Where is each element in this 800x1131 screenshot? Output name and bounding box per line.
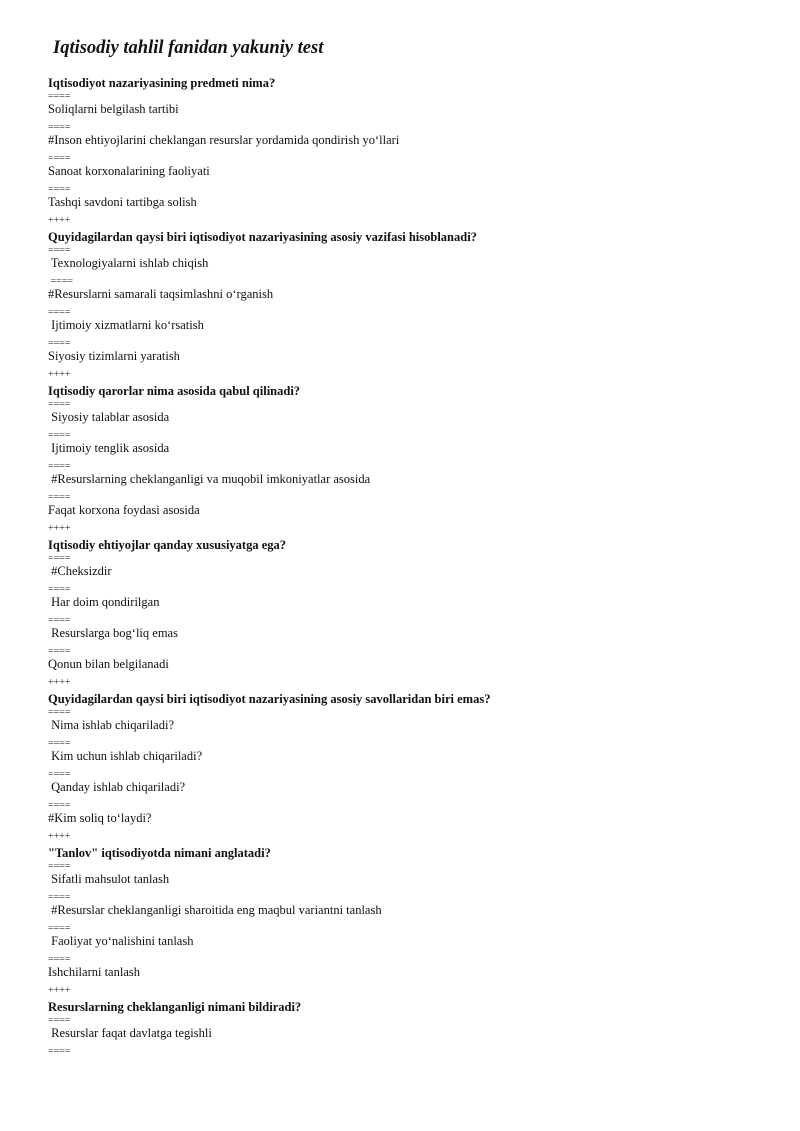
- separator: ====: [48, 492, 71, 503]
- separator: ====: [48, 399, 71, 410]
- answer-option: Nima ishlab chiqariladi?: [48, 718, 175, 732]
- answer-option: Resurslar faqat davlatga tegishli: [48, 1026, 212, 1040]
- separator: ====: [48, 1046, 71, 1057]
- answer-option: Qonun bilan belgilanadi: [48, 657, 169, 671]
- separator: ====: [48, 769, 71, 780]
- answer-option: Siyosiy tizimlarni yaratish: [48, 349, 180, 363]
- separator: ====: [48, 584, 71, 595]
- question-text: Quyidagilardan qaysi biri iqtisodiyot nazariyasining asosiy savollaridan biri emas?: [48, 692, 491, 706]
- answer-option: Qanday ishlab chiqariladi?: [48, 780, 186, 794]
- separator: ====: [48, 430, 71, 441]
- answer-option: Tashqi savdoni tartibga solish: [48, 195, 197, 209]
- separator: ++++: [48, 523, 71, 534]
- document-title: Iqtisodiy tahlil fanidan yakuniy test: [53, 38, 324, 58]
- separator: ====: [48, 861, 71, 872]
- answer-option: Soliqlarni belgilash tartibi: [48, 102, 179, 116]
- question-text: "Tanlov" iqtisodiyotda nimani anglatadi?: [48, 846, 271, 860]
- answer-option: Texnologiyalarni ishlab chiqish: [48, 256, 209, 270]
- separator: ====: [48, 91, 71, 102]
- answer-option: Ijtimoiy tenglik asosida: [48, 441, 170, 455]
- separator: ++++: [48, 369, 71, 380]
- separator: ====: [48, 338, 71, 349]
- separator: ====: [48, 276, 74, 287]
- separator: ====: [48, 245, 71, 256]
- answer-option: #Inson ehtiyojlarini cheklangan resurslar yordamida qondirish yo‘llari: [48, 133, 400, 147]
- question-text: Iqtisodiyot nazariyasining predmeti nima?: [48, 76, 276, 90]
- separator: ====: [48, 307, 71, 318]
- separator: ====: [48, 184, 71, 195]
- separator: ====: [48, 954, 71, 965]
- answer-option: Ijtimoiy xizmatlarni ko‘rsatish: [48, 318, 204, 332]
- separator: ++++: [48, 831, 71, 842]
- answer-option: #Resurslarni samarali taqsimlashni o‘rganish: [48, 287, 274, 301]
- separator: ====: [48, 800, 71, 811]
- question-text: Quyidagilardan qaysi biri iqtisodiyot nazariyasining asosiy vazifasi hisoblanadi?: [48, 230, 477, 244]
- answer-option: Faoliyat yo‘nalishini tanlash: [48, 934, 194, 948]
- answer-option: #Cheksizdir: [48, 564, 112, 578]
- answer-option: Siyosiy talablar asosida: [48, 410, 170, 424]
- separator: ====: [48, 923, 71, 934]
- separator: ====: [48, 892, 71, 903]
- answer-option: Kim uchun ishlab chiqariladi?: [48, 749, 203, 763]
- answer-option: Resurslarga bog‘liq emas: [48, 626, 178, 640]
- answer-option: Sifatli mahsulot tanlash: [48, 872, 170, 886]
- answer-option: Faqat korxona foydasi asosida: [48, 503, 200, 517]
- answer-option: Ishchilarni tanlash: [48, 965, 140, 979]
- separator: ++++: [48, 985, 71, 996]
- separator: ====: [48, 1015, 71, 1026]
- separator: ====: [48, 707, 71, 718]
- answer-option: Har doim qondirilgan: [48, 595, 160, 609]
- separator: ====: [48, 153, 71, 164]
- separator: ====: [48, 553, 71, 564]
- answer-option: Sanoat korxonalarining faoliyati: [48, 164, 210, 178]
- separator: ====: [48, 646, 71, 657]
- separator: ++++: [48, 215, 71, 226]
- answer-option: #Kim soliq to‘laydi?: [48, 811, 152, 825]
- answer-option: #Resurslar cheklanganligi sharoitida eng maqbul variantni tanlash: [48, 903, 382, 917]
- question-text: Iqtisodiy ehtiyojlar qanday xususiyatga ega?: [48, 538, 287, 552]
- separator: ====: [48, 461, 71, 472]
- separator: ++++: [48, 677, 71, 688]
- separator: ====: [48, 615, 71, 626]
- answer-option: #Resurslarning cheklanganligi va muqobil imkoniyatlar asosida: [48, 472, 371, 486]
- separator: ====: [48, 738, 71, 749]
- question-text: Iqtisodiy qarorlar nima asosida qabul qilinadi?: [48, 384, 301, 398]
- separator: ====: [48, 122, 71, 133]
- question-text: Resurslarning cheklanganligi nimani bildiradi?: [48, 1000, 302, 1014]
